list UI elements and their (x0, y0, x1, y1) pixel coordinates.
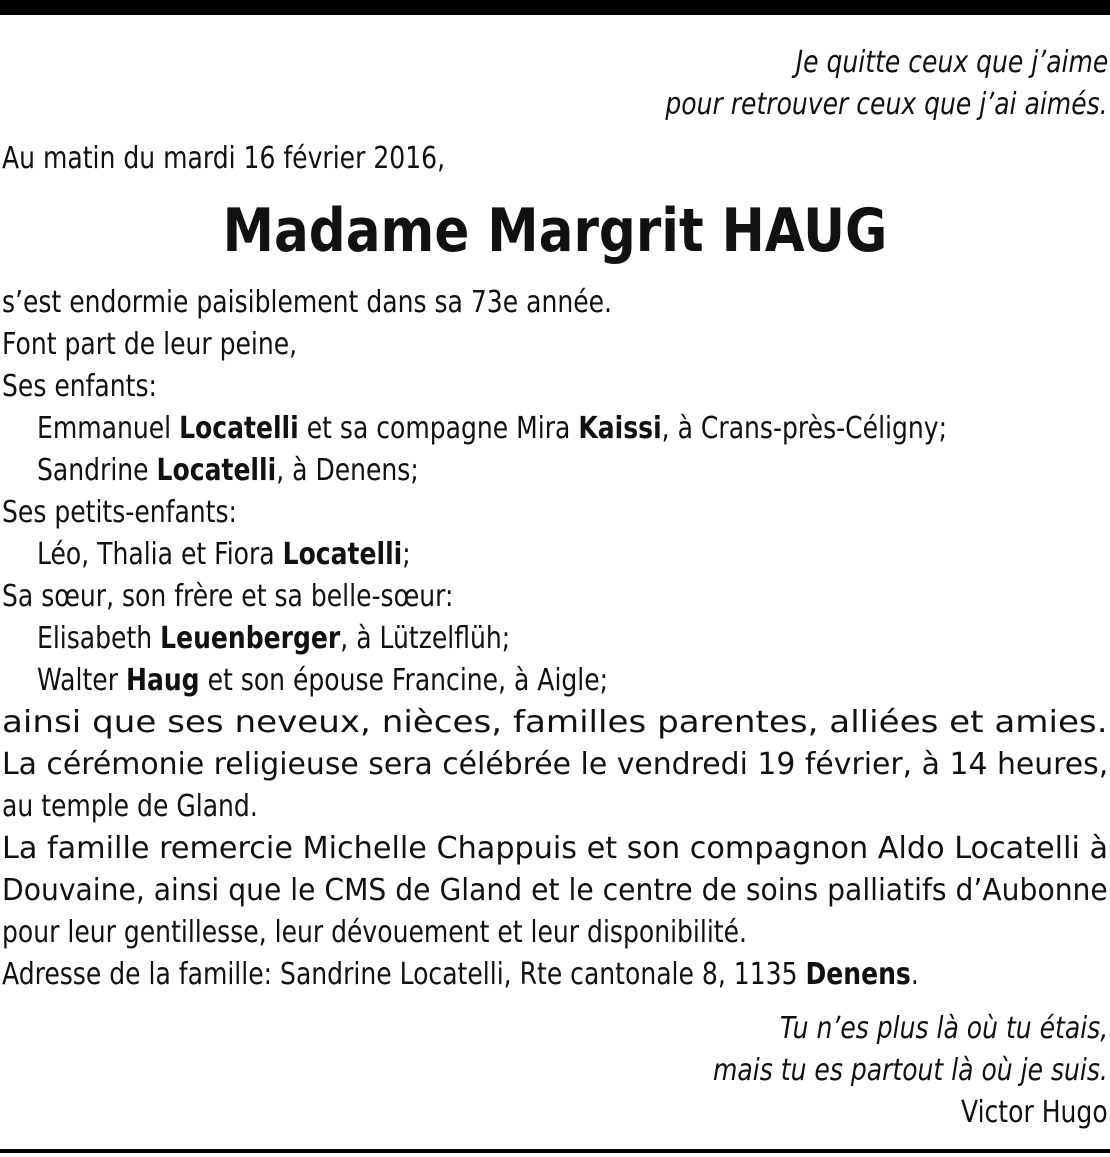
child-1 (37, 408, 947, 450)
child-2-last: Locatelli (156, 453, 277, 488)
child-1-last: Locatelli (179, 411, 299, 446)
child-2-place: , à Denens; (276, 453, 419, 488)
top-rule (0, 0, 1110, 15)
child-2 (37, 450, 419, 492)
sibling-1 (37, 618, 510, 660)
body-line-1: s’est endormie paisiblement dans sa 73e année. (2, 285, 612, 320)
child-1-mid: et sa compagne Mira (298, 411, 579, 446)
epigraph-top-line-1: Je quitte ceux que j’aime (795, 45, 1108, 80)
grandchildren (37, 534, 411, 576)
grandchildren-last: Locatelli (282, 537, 403, 572)
body-line-2: Font part de leur peine, (2, 327, 298, 362)
address-town: Denens (805, 957, 911, 992)
ceremony-line-1: La cérémonie religieuse sera célébrée le vendredi 19 février, à 14 heures, (2, 747, 1109, 782)
epigraph-bottom-line-2: mais tu es partout là où je suis. (713, 1053, 1108, 1088)
sibling-1-first: Elisabeth (37, 621, 161, 656)
sibling-2-last: Haug (125, 663, 200, 698)
epigraph-bottom-line-1: Tu n’es plus là où tu étais, (779, 1011, 1108, 1046)
sibling-2 (37, 660, 608, 702)
sibling-2-rest: et son épouse Francine, à Aigle; (199, 663, 609, 698)
siblings-heading: Sa sœur, son frère et sa belle-sœur: (2, 579, 454, 614)
thanks-line-3: pour leur gentillesse, leur dévouement et leur disponibilité. (2, 915, 748, 950)
family-address (2, 954, 919, 996)
child-1-partner-last: Kaissi (578, 411, 662, 446)
child-1-first: Emmanuel (37, 411, 180, 446)
sibling-2-first: Walter (37, 663, 126, 698)
child-1-place: , à Crans-près-Céligny; (661, 411, 948, 446)
bottom-rule (0, 1149, 1110, 1153)
ceremony-line-2: au temple de Gland. (2, 789, 258, 824)
relatives-line: ainsi que ses neveux, nièces, familles parentes, alliées et amies. (2, 705, 1108, 740)
thanks-line-1: La famille remercie Michelle Chappuis et son compagnon Aldo Locatelli à (2, 831, 1109, 866)
grandchildren-end: ; (402, 537, 411, 572)
epigraph-top-line-2: pour retrouver ceux que j’ai aimés. (665, 87, 1108, 122)
intro-line: Au matin du mardi 16 février 2016, (2, 141, 446, 176)
children-heading: Ses enfants: (2, 369, 157, 404)
address-prefix: Adresse de la famille: Sandrine Locatelli, Rte cantonale 8, 1135 (2, 957, 806, 992)
epigraph-author: Victor Hugo (961, 1095, 1108, 1130)
sibling-1-place: , à Lützelflüh; (340, 621, 511, 656)
child-2-first: Sandrine (37, 453, 157, 488)
thanks-line-2: Douvaine, ainsi que le CMS de Gland et le centre de soins palliatifs d’Aubonne (2, 873, 1108, 908)
sibling-1-last: Leuenberger (160, 621, 341, 656)
grandchildren-first: Léo, Thalia et Fiora (37, 537, 283, 572)
grandchildren-heading: Ses petits-enfants: (2, 495, 237, 530)
deceased-name: Madame Margrit HAUG (222, 196, 888, 266)
address-end: . (910, 957, 919, 992)
